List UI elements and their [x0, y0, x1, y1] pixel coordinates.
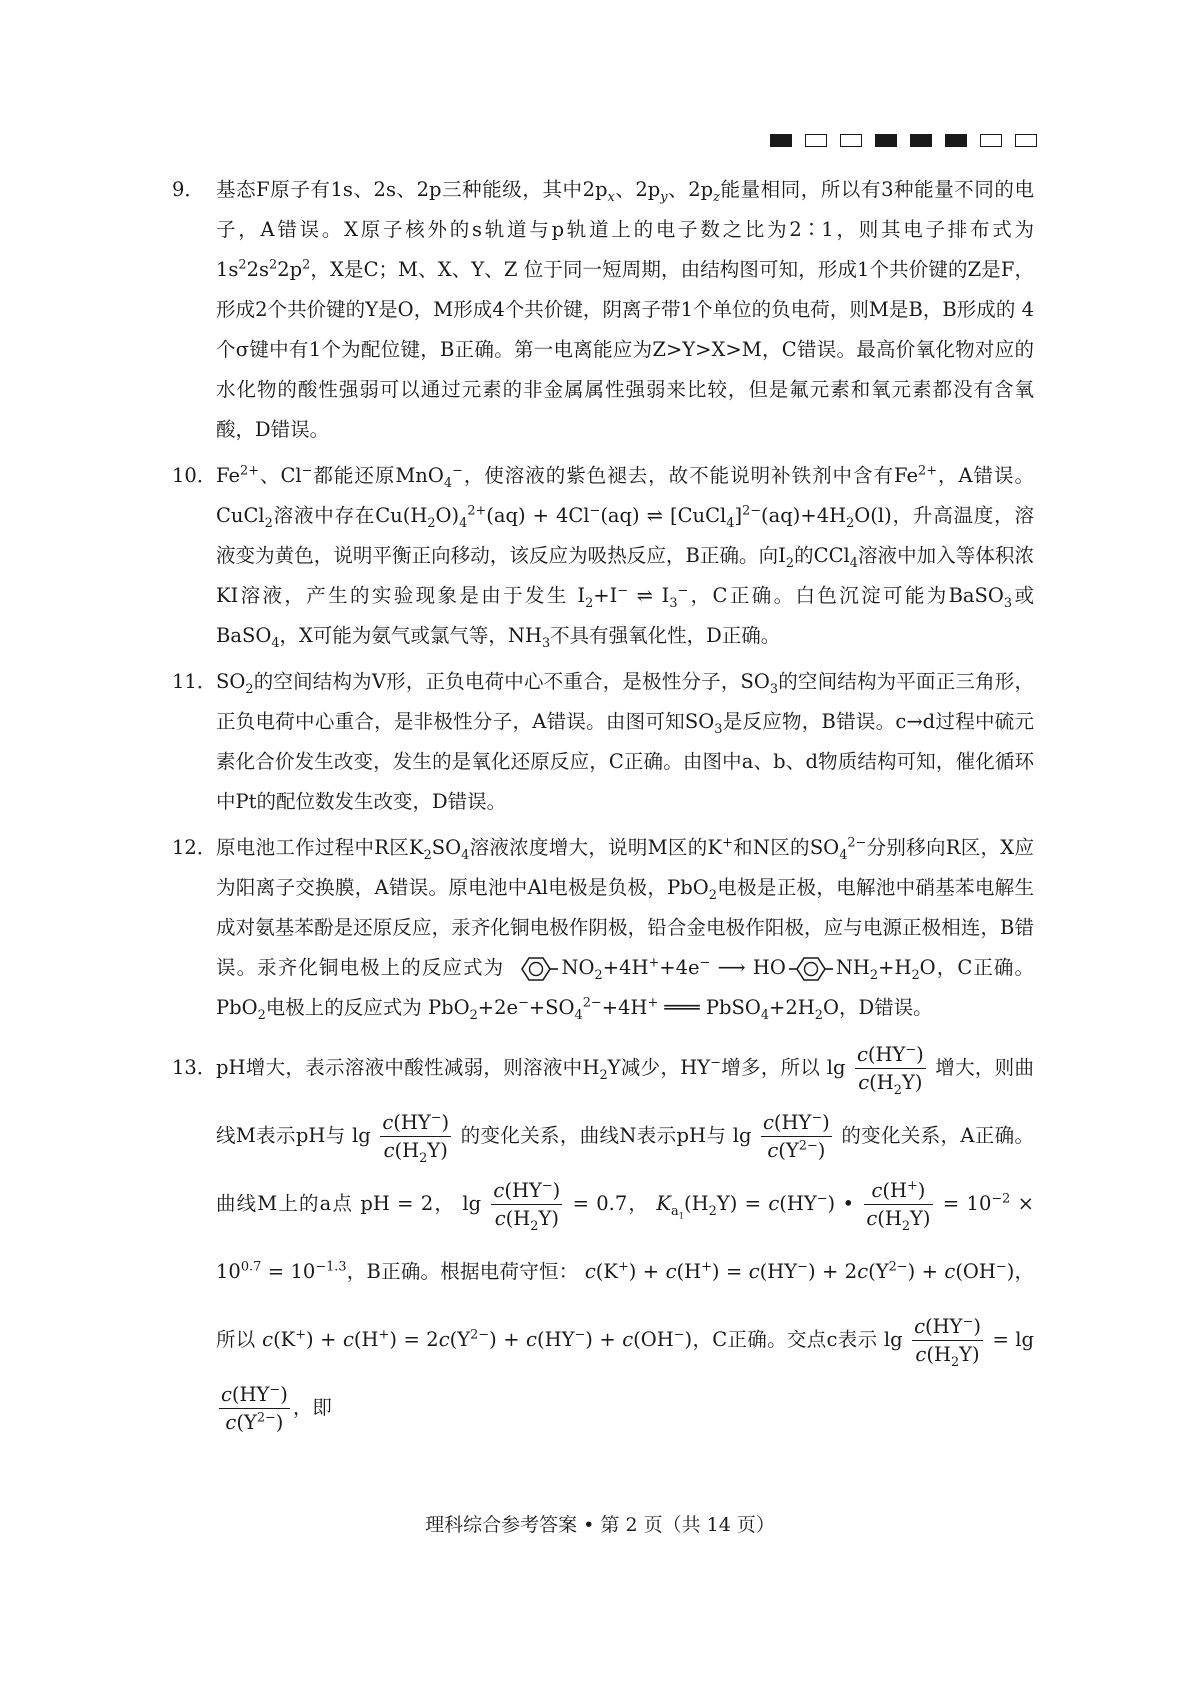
- header-marks: [770, 134, 1050, 148]
- answer-item-9: [172, 170, 1034, 450]
- filled-square-mark: [770, 134, 792, 147]
- answer-item-11: [172, 662, 1034, 822]
- item-text: pH增大，表示溶液中酸性减弱，则溶液中$H_2Y$减少，HY−增多，所以 lg $\frac{c(HY^-)}{c(H_2Y)}$ 增大，则曲线M表示pH与 lg $\frac{c(HY^-)}{c(H_2Y)}$ 的变化关系，曲线N表示pH与 lg $\frac{c(HY^-)}{c(Y^{2-})}$ 的变化关系，A正确。曲线M上的a点 pH = 2， lg $\frac{c(HY^-)}{c(H_2Y)}$ = 0.7， $K_{a_1}(H_2Y) = c(HY^-)$ • $\frac{c(H^+)}{c(H_2Y)}$ = $10^{-2} \times 10^{0.7} = 10^{-1.3}$，B正确。根据电荷守恒： $c(K^+) + c(H^+) = c(HY^-) + 2c(Y^{2-}) + c(OH^-)$，所以 $c(K^+) + c(H^+) = 2c(Y^{2-}) + c(HY^-) + c(OH^-)$，C正确。交点c表示 lg $\frac{c(HY^-)}{c(H_2Y)}$ = lg $\frac{c(HY^-)}{c(Y^{2-})}$ ，即: [216, 1042, 1035, 1434]
- filled-square-mark: [945, 134, 967, 147]
- item-number: 13．: [172, 1056, 217, 1079]
- answer-content: [172, 170, 1034, 1442]
- item-number: 11．: [172, 670, 217, 693]
- empty-square-mark: [980, 134, 1002, 147]
- item-text: 原电池工作过程中R区$K_2SO_4$溶液浓度增大，说明M区的K+和N区的$SO_4^{2-}$分别移向R区，X应为阳离子交换膜，A错误。原电池中Al电极是负极，PbO$_2$电极是正极，电解池中硝基苯电解生成对氨基苯酚是还原反应，汞齐化铜电极作阴极，铅合金电极作阳极，应与电源正极相连，B错误。汞齐化铜电极上的反应式为 $NO_2+4H^++4e^-$ ⟶ HO $NH_2+H_2O$，C正确。PbO$_2$电极上的反应式为 $PbO_2+2e^-+SO_4^{2-}+4H^+$ ═══ $PbSO_4+2H_2O$，D错误。: [216, 835, 1034, 1023]
- item-number: 10．: [172, 464, 217, 487]
- item-text: $SO_2$的空间结构为V形，正负电荷中心不重合，是极性分子，$SO_3$的空间结构为平面正三角形，正负电荷中心重合，是非极性分子，A错误。由图可知$SO_3$是反应物，B错误。c→d过程中硫元素化合价发生改变，发生的是氧化还原反应，C正确。由图中a、b、d物质结构可知，催化循环中Pt的配位数发生改变，D错误。: [216, 670, 1034, 813]
- filled-square-mark: [910, 134, 932, 147]
- answer-item-10: [172, 456, 1034, 656]
- empty-square-mark: [1015, 134, 1037, 147]
- empty-square-mark: [840, 134, 862, 147]
- empty-square-mark: [805, 134, 827, 147]
- answer-item-12: [172, 828, 1034, 1028]
- item-text: $Fe^{2+}$、Cl−都能还原MnO$_4$−，使溶液的紫色褪去，故不能说明补铁剂中含有$Fe^{2+}$，A错误。CuCl$_2$溶液中存在$Cu(H_2O)_4^{2+}(aq) + 4Cl^-(aq)$ ⇌ $[CuCl_4]^{2-}(aq)+4H_2O(l)$，升高温度，溶液变为黄色，说明平衡正向移动，该反应为吸热反应，B正确。向$I_2$的CCl$_4$溶液中加入等体积浓KI溶液，产生的实验现象是由于发生 $I_2+I^-$ ⇌ $I_3^-$，C正确。白色沉淀可能为BaSO$_3$或BaSO$_4$，X可能为氨气或氯气等，$NH_3$不具有强氧化性，D正确。: [216, 463, 1034, 651]
- page-footer: 理科综合参考答案 • 第 2 页（共 14 页）: [425, 1514, 775, 1536]
- item-number: 9．: [172, 178, 204, 201]
- item-text: 基态F原子有1s、2s、2p三种能级，其中$2p_x$、$2p_y$、$2p_z$能量相同，所以有3种能量不同的电子，A错误。X原子核外的s轨道与p轨道上的电子数之比为2∶1，则其电子排布式为 $1s^22s^22p^2$，X是C；M、X、Y、Z 位于同一短周期，由结构图可知，形成1个共价键的Z是F，形成2个共价键的Y是O，M形成4个共价键，阴离子带1个单位的负电荷，则M是B，B形成的 4个σ键中有1个为配位键，B正确。第一电离能应为Z>Y>X>M，C错误。最高价氧化物对应的水化物的酸性强弱可以通过元素的非金属属性强弱来比较，但是氟元素和氧元素都没有含氧酸，D错误。: [216, 178, 1034, 441]
- item-number: 12．: [172, 836, 217, 859]
- answer-item-13: [172, 1034, 1034, 1442]
- filled-square-mark: [875, 134, 897, 147]
